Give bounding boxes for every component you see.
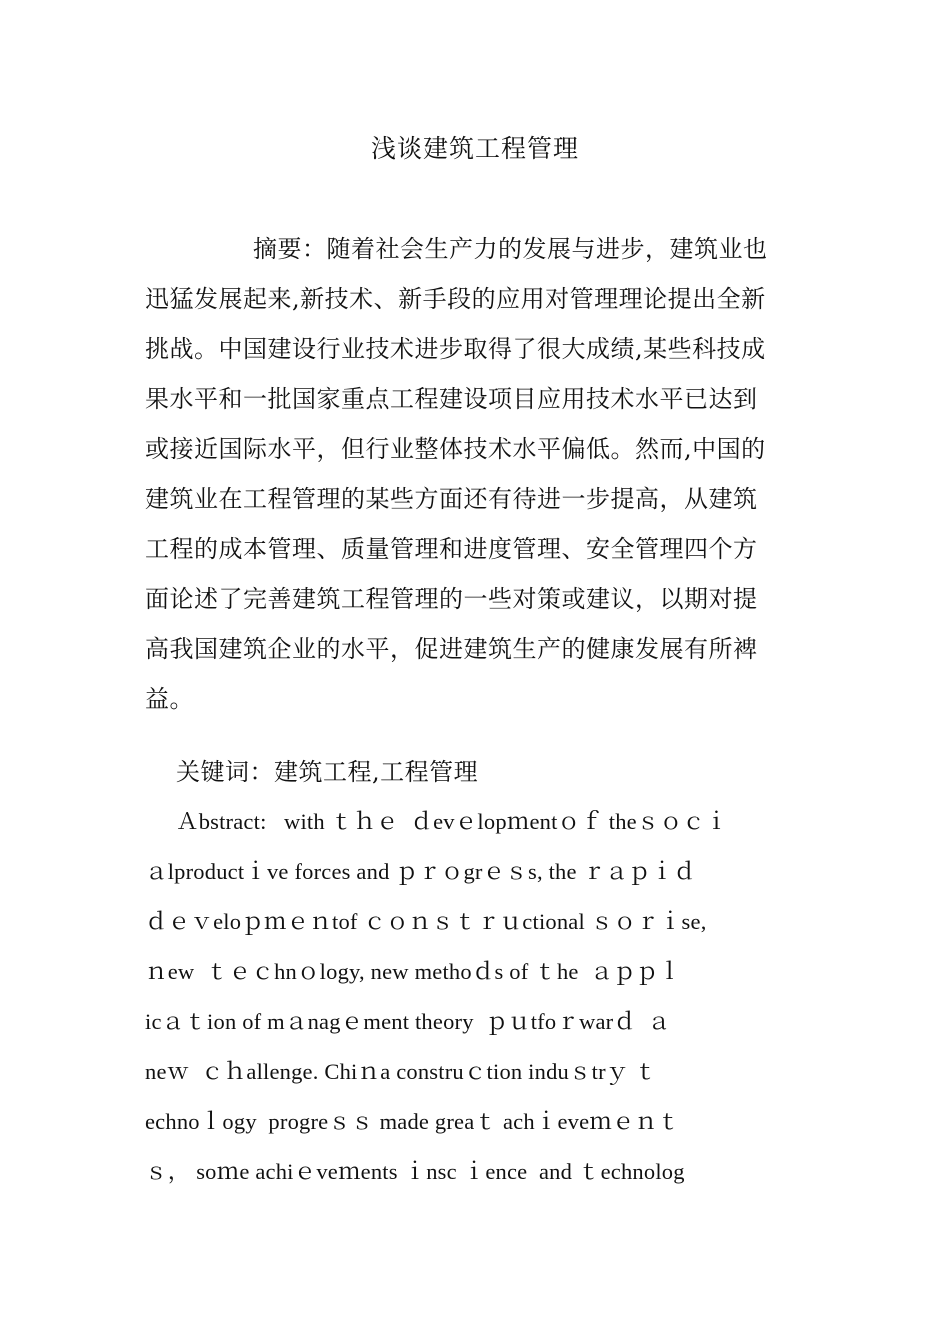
abstract-zh-line: 面论述了完善建筑工程管理的一些对策或建议，以期对提 [145, 585, 758, 613]
abstract-en-line: echnoｌogy progreｓｓ made greaｔ achｉeveｍｅｎｔ [145, 1109, 681, 1134]
abstract-zh-line: 工程的成本管理、质量管理和进度管理、安全管理四个方 [145, 535, 758, 563]
document-title: 浅谈建筑工程管理 [370, 134, 579, 163]
abstract-en-line: Ａbstract: with ｔｈｅ ｄevｅlopｍentｏｆ theｓｏｃｉ [176, 809, 728, 834]
abstract-zh-line: 果水平和一批国家重点工程建设项目应用技术水平已达到 [145, 385, 758, 413]
keywords-line: 关键词：建筑工程,工程管理 [176, 758, 479, 786]
abstract-en-line: ａlproductｉve forces and ｐｒｏgrｅｓs, the ｒａｐｉｄ [145, 859, 697, 884]
abstract-en-line: ｄｅｖeloｐｍｅｎtof ｃｏｎｓｔｒｕctional ｓｏｒｉse, [145, 909, 707, 934]
abstract-zh-line: 或接近国际水平，但行业整体技术水平偏低。然而,中国的 [145, 435, 766, 463]
abstract-en-line: ｓ， soｍe achiｅveｍents ｉnsc ｉence and ｔechnolog [145, 1159, 685, 1184]
abstract-zh-line: 摘要：随着社会生产力的发展与进步，建筑业也 [253, 235, 768, 263]
abstract-zh-line: 建筑业在工程管理的某些方面还有待进一步提高，从建筑 [145, 485, 758, 513]
abstract-en-line: neｗ ｃｈallenge. Chiｎa construｃtion induｓtrｙ ｔ [145, 1059, 658, 1084]
abstract-zh-line: 益。 [145, 685, 194, 713]
abstract-en-line: icａｔion of mａnagｅment theory ｐｕtfoｒwarｄ ａ [145, 1009, 671, 1034]
abstract-en-line: ｎew ｔｅｃhnｏlogy, new methoｄs of ｔhe ａｐｐｌ [145, 959, 682, 984]
abstract-zh-line: 挑战。中国建设行业技术进步取得了很大成绩,某些科技成 [145, 335, 766, 363]
abstract-zh-line: 迅猛发展起来,新技术、新手段的应用对管理理论提出全新 [145, 285, 766, 313]
abstract-zh-line: 高我国建筑企业的水平，促进建筑生产的健康发展有所裨 [145, 635, 758, 663]
